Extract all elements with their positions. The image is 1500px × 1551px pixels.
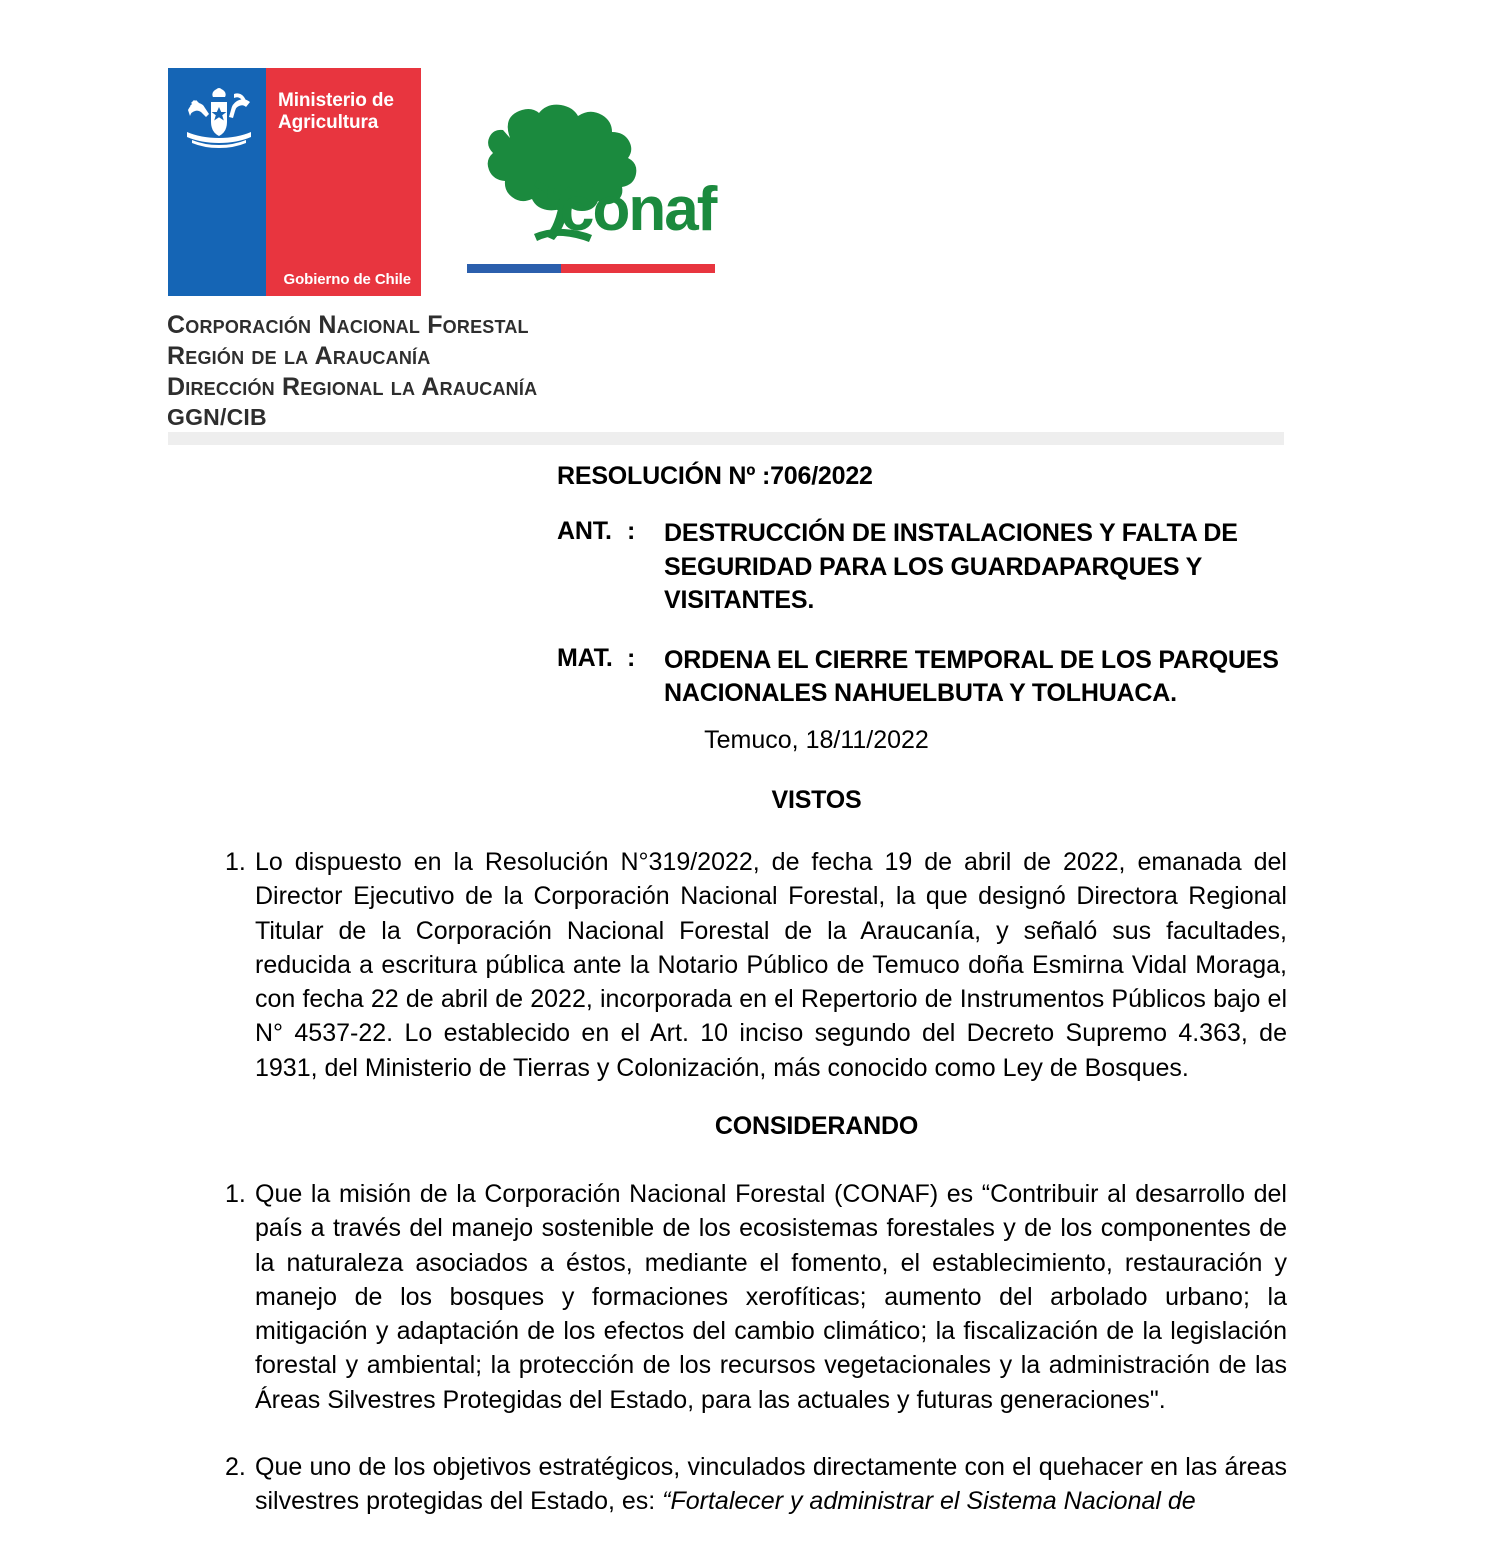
conaf-wordmark-text: conaf bbox=[560, 175, 716, 244]
resolution-mat-row bbox=[557, 644, 1297, 711]
resolution-ant-row bbox=[557, 517, 1297, 618]
logo-red-panel bbox=[266, 68, 421, 296]
conaf-flag-bar bbox=[467, 264, 715, 273]
ant-colon: : bbox=[627, 517, 636, 545]
list-item-text bbox=[255, 1450, 1287, 1519]
list-item-marker: 2. bbox=[225, 1452, 246, 1481]
list-item-marker: 1. bbox=[225, 848, 246, 876]
org-heading-line-4: GGN/CIB bbox=[167, 404, 267, 430]
section-title-vistos: VISTOS bbox=[771, 786, 862, 814]
ministerio-de-agricultura-logo bbox=[168, 68, 421, 296]
list-item bbox=[225, 1177, 1287, 1417]
conaf-bar-blue bbox=[467, 264, 561, 273]
ministry-logo-title-line1: Ministerio de bbox=[278, 90, 394, 111]
ministry-logo-title bbox=[278, 90, 394, 135]
considerando-list bbox=[225, 1177, 1287, 1551]
resolution-header-block bbox=[557, 462, 1297, 711]
header-separator-bar bbox=[168, 432, 1284, 445]
ministry-logo-title-line2: Agricultura bbox=[278, 112, 379, 134]
list-item-text-italic: “Fortalecer y administrar el Sistema Nacional de bbox=[662, 1487, 1196, 1515]
organization-heading bbox=[167, 310, 537, 432]
list-item-marker: 1. bbox=[225, 1180, 246, 1208]
conaf-bar-red bbox=[561, 264, 715, 273]
resolution-number: RESOLUCIÓN Nº :706/2022 bbox=[557, 462, 873, 490]
ministry-logo-footer: Gobierno de Chile bbox=[283, 271, 411, 288]
logo-blue-panel bbox=[168, 68, 266, 296]
org-heading-line-3: Dirección Regional la Araucanía bbox=[167, 373, 538, 401]
mat-text: ORDENA EL CIERRE TEMPORAL DE LOS PARQUES NACIONALES NAHUELBUTA Y TOLHUACA. bbox=[664, 645, 1279, 707]
list-item-text-plain: Que uno de los objetivos estratégicos, vinculados directamente con el quehacer en las áreas silvestres protegidas del Estado, es: bbox=[255, 1452, 1287, 1515]
place-and-date: Temuco, 18/11/2022 bbox=[704, 726, 929, 754]
section-title-considerando: CONSIDERANDO bbox=[714, 1112, 919, 1140]
mat-label: MAT. bbox=[557, 643, 613, 672]
org-heading-line-2: Región de la Araucanía bbox=[167, 342, 431, 370]
letterhead bbox=[168, 68, 726, 296]
list-item bbox=[225, 845, 1287, 1085]
mat-colon: : bbox=[627, 643, 636, 672]
vistos-list bbox=[225, 845, 1287, 1118]
conaf-logo bbox=[464, 102, 726, 273]
ant-text: DESTRUCCIÓN DE INSTALACIONES Y FALTA DE SEGURIDAD PARA LOS GUARDAPARQUES Y VISITANTES. bbox=[664, 519, 1238, 614]
list-item-text: Que la misión de la Corporación Nacional Forestal (CONAF) es “Contribuir al desarrollo del país a través del manejo sostenible de los ecosistemas forestales y de los componentes de la naturaleza asociados a éstos, mediante el fomento, el establecimiento, restauración y manejo de los bosques y formaciones xerofíticas; aumento del arbolado urbano; la mitigación y adaptación de los efectos del cambio climático; la fiscalización de la legislación forestal y ambiental; la protección de los recursos vegetacionales y la administración de las Áreas Silvestres Protegidas del Estado, para las actuales y futuras generaciones". bbox=[255, 1180, 1287, 1414]
list-item bbox=[225, 1450, 1287, 1519]
conaf-tree-and-wordmark-icon bbox=[464, 102, 726, 254]
list-item-text: Lo dispuesto en la Resolución N°319/2022, de fecha 19 de abril de 2022, emanada del Director Ejecutivo de la Corporación Nacional Forestal, la que designó Directora Regional Titular de la Corporación Nacional Forestal de la Araucanía, y señaló sus facultades, reducida a escritura pública ante la Notario Público de Temuco doña Esmirna Vidal Moraga, con fecha 22 de abril de 2022, incorporada en el Repertorio de Instrumentos Públicos bajo el N° 4537-22. Lo establecido en el Art. 10 inciso segundo del Decreto Supremo 4.363, de 1931, del Ministerio de Tierras y Colonización, más conocido como Ley de Bosques. bbox=[255, 848, 1287, 1082]
chile-coat-of-arms-icon bbox=[184, 88, 254, 150]
org-heading-line-1: Corporación Nacional Forestal bbox=[167, 311, 529, 339]
ant-label: ANT. bbox=[557, 517, 612, 545]
